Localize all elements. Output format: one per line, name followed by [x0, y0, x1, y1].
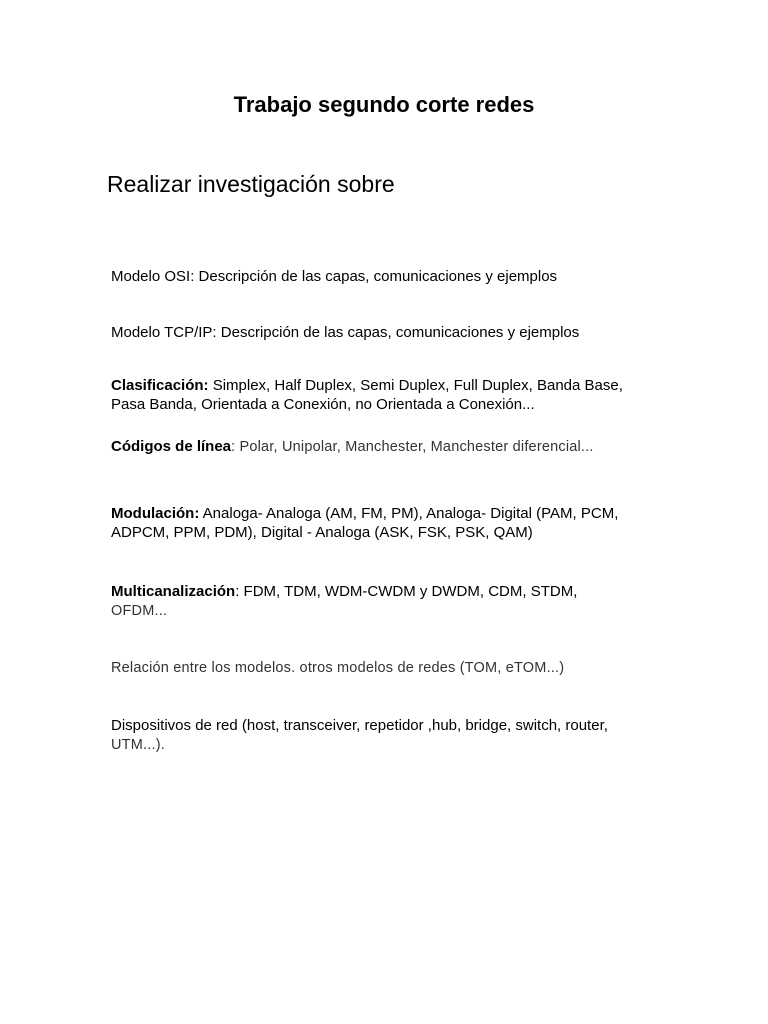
item-label: Multicanalización	[111, 583, 236, 600]
item-label: Modulación:	[111, 505, 200, 522]
item-text: Modelo TCP/IP: Descripción de las capas, comunicaciones y ejemplos	[111, 324, 580, 341]
item-text: Analoga- Analoga (AM, FM, PM), Analoga- Digital (PAM, PCM, ADPCM, PPM, PDM), Digital - Analoga (ASK, FSK, PSK, QAM)	[111, 505, 619, 541]
list-item-tcpip	[111, 323, 651, 342]
item-text: : FDM, TDM, WDM-CWDM y DWDM, CDM, STDM,	[235, 583, 578, 600]
page-title: Trabajo segundo corte redes	[233, 92, 535, 117]
item-text: : Polar, Unipolar, Manchester, Manchester diferencial...	[231, 439, 594, 455]
item-text: Relación entre los modelos. otros modelos de redes (TOM, eTOM...)	[111, 660, 565, 676]
list-item-relacion-modelos	[111, 658, 651, 678]
list-item-clasificacion	[111, 376, 651, 414]
list-item-dispositivos	[111, 716, 651, 755]
item-text-continued: UTM...).	[111, 737, 165, 753]
list-item-codigos-linea	[111, 437, 651, 457]
item-label: Clasificación:	[111, 377, 209, 394]
page-subtitle: Realizar investigación sobre	[107, 171, 395, 197]
list-item-osi	[111, 267, 651, 286]
item-text: Dispositivos de red (host, transceiver, repetidor ,hub, bridge, switch, router,	[111, 717, 608, 734]
item-text: Simplex, Half Duplex, Semi Duplex, Full Duplex, Banda Base, Pasa Banda, Orientada a Conexión, no Orientada a Conexión...	[111, 377, 623, 413]
item-label: Códigos de línea	[111, 438, 232, 455]
item-text-continued: OFDM...	[111, 603, 168, 619]
list-item-modulacion	[111, 504, 651, 542]
item-text: Modelo OSI: Descripción de las capas, comunicaciones y ejemplos	[111, 268, 558, 285]
list-item-multicanalizacion	[111, 582, 651, 621]
